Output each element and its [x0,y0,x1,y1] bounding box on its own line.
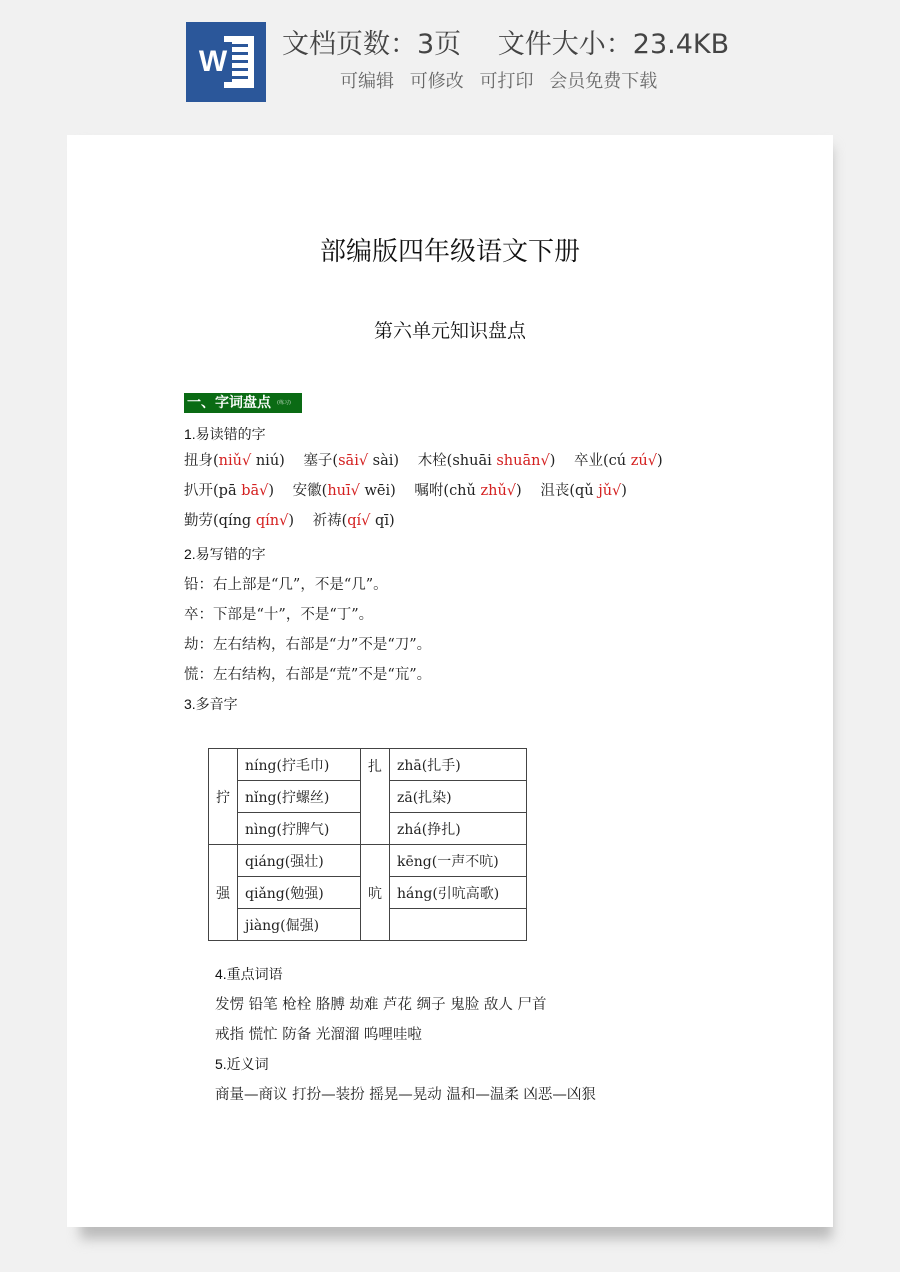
easy-read-item: 嘱咐(chǔ zhǔ√) [414,483,522,499]
easy-read-item: 安徽(huī√ wēi) [292,483,396,499]
easy-write-line: 卒：下部是“十”，不是“丁”。 [184,607,374,623]
heading-synonyms: 5.近义词 [215,1056,269,1072]
section-heading-label: 一、字词盘点 [187,395,271,411]
easy-write-line: 慌：左右结构，右部是“荒”不是“巟”。 [184,667,432,683]
section-heading [184,393,302,413]
document-subtitle: 第六单元知识盘点 [373,320,526,342]
table-cell: qiáng(强壮) [238,845,361,877]
easy-read-item: 扒开(pā bā√) [184,483,275,499]
table-cell-char: 强 [209,845,238,941]
heading-easy-read: 1.易读错的字 [184,426,266,442]
feature-printable: 可打印 [479,71,534,92]
easy-read-row-2 [184,479,641,500]
table-cell-char: 拧 [209,749,238,845]
easy-read-item: 卒业(cú zú√) [573,453,663,469]
file-size: 文件大小：23.4KB [497,29,730,60]
word-document-icon [186,22,266,102]
table-cell [390,909,527,941]
word-icon-letter: W [194,42,232,82]
heading-easy-write: 2.易写错的字 [184,546,266,562]
easy-read-item: 祈祷(qí√ qī) [312,513,395,529]
feature-member-download: 会员免费下载 [549,71,658,92]
easy-read-item: 塞子(sāi√ sài) [303,453,400,469]
easy-read-row-3 [184,509,409,530]
key-words-line: 戒指 慌忙 防备 光溜溜 呜哩哇啦 [215,1027,422,1043]
feature-modifiable: 可修改 [409,71,464,92]
table-cell: zhá(挣扎) [390,813,527,845]
table-row [209,749,527,781]
page-count: 文档页数：3页 [282,29,462,60]
table-cell: zhā(扎手) [390,749,527,781]
table-cell: nǐng(拧螺丝) [238,781,361,813]
table-row [209,845,527,877]
key-words-line: 发愣 铅笔 枪栓 胳膊 劫难 芦花 绸子 鬼脸 敌人 尸首 [215,997,547,1013]
table-cell: zā(扎染) [390,781,527,813]
table-cell: níng(拧毛巾) [238,749,361,781]
heading-key-words: 4.重点词语 [215,966,283,982]
table-cell-char: 扎 [361,749,390,845]
document-meta [282,22,757,61]
easy-read-item: 勤劳(qíng qín√) [184,513,294,529]
table-cell: kēng(一声不吭) [390,845,527,877]
heading-polyphonic: 3.多音字 [184,696,238,712]
document-page [67,135,833,1227]
table-cell: háng(引吭高歌) [390,877,527,909]
feature-editable: 可编辑 [340,71,394,92]
synonyms-line: 商量—商议 打扮—装扮 摇晃—晃动 温和—温柔 凶恶—凶狠 [215,1087,596,1103]
polyphonic-table [208,748,527,941]
section-heading-tag: (练习) [277,400,291,406]
document-title: 部编版四年级语文下册 [319,237,580,267]
easy-read-item: 木栓(shuāi shuān√) [417,453,556,469]
table-cell-char: 吭 [361,845,390,941]
easy-read-item: 沮丧(qǔ jǔ√) [540,483,627,499]
easy-write-line: 劫：左右结构，右部是“力”不是“刀”。 [184,637,432,653]
easy-read-row-1 [184,449,677,470]
easy-write-line: 铅：右上部是“几”，不是“几”。 [184,577,388,593]
table-cell: qiǎng(勉强) [238,877,361,909]
table-cell: jiàng(倔强) [238,909,361,941]
easy-read-item: 扭身(niǔ√ niú) [184,453,285,469]
feature-list [340,67,667,93]
header [0,0,900,120]
table-cell: nìng(拧脾气) [238,813,361,845]
